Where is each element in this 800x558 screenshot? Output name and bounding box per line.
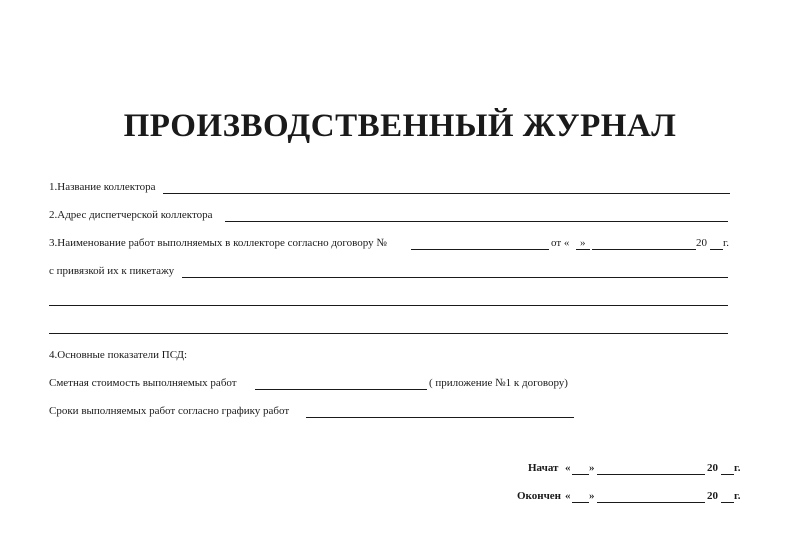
works-month-field[interactable] [592,249,696,250]
ended-date-row [517,488,747,504]
started-year-suffix: г. [734,462,741,474]
ended-label: Окончен [517,490,562,502]
page-title: ПРОИЗВОДСТВЕННЫЙ ЖУРНАЛ [123,108,677,144]
works-label: 3.Наименование работ выполняемых в коллекторе согласно договору № [49,237,387,249]
collector-name-label: 1.Название коллектора [49,181,156,193]
works-year-field[interactable] [710,249,723,250]
ended-day-field[interactable] [572,502,589,503]
cost-note: ( приложение №1 к договору) [429,377,568,389]
blank-line-1[interactable] [49,305,728,306]
ended-year-suffix: г. [734,490,741,502]
started-year-prefix: 20 [707,462,718,474]
dispatch-address-label: 2.Адрес диспетчерской коллектора [49,209,213,221]
ended-year-field[interactable] [721,502,734,503]
ended-year-prefix: 20 [707,490,718,502]
started-label: Начат [528,462,559,474]
started-month-field[interactable] [597,474,705,475]
works-row [49,235,739,251]
dispatch-address-field[interactable] [225,221,728,222]
works-quote-close: » [580,237,586,249]
works-year-prefix: 20 [696,237,707,249]
works-from-label: от « [551,237,570,249]
binding-row [49,263,729,279]
contract-number-field[interactable] [411,249,549,250]
collector-name-row [49,179,731,195]
binding-label: с привязкой их к пикетажу [49,265,175,277]
collector-name-field[interactable] [163,193,730,194]
schedule-label: Сроки выполняемых работ согласно графику работ [49,405,290,417]
ended-quote-open: « [565,490,571,502]
started-year-field[interactable] [721,474,734,475]
works-year-suffix: г. [723,237,730,249]
ended-month-field[interactable] [597,502,705,503]
started-quote-close: » [589,462,595,474]
blank-line-2[interactable] [49,333,728,334]
started-date-row [528,460,748,476]
schedule-field[interactable] [306,417,574,418]
started-day-field[interactable] [572,474,589,475]
cost-label: Сметная стоимость выполняемых работ [49,377,237,389]
binding-field[interactable] [182,277,728,278]
dispatch-address-row [49,207,729,223]
started-quote-open: « [565,462,571,474]
ended-quote-close: » [589,490,595,502]
indicators-heading: 4.Основные показатели ПСД: [49,349,188,361]
indicators-heading-row [49,347,349,363]
schedule-row [49,403,579,419]
cost-row [49,375,609,391]
cost-field[interactable] [255,389,427,390]
